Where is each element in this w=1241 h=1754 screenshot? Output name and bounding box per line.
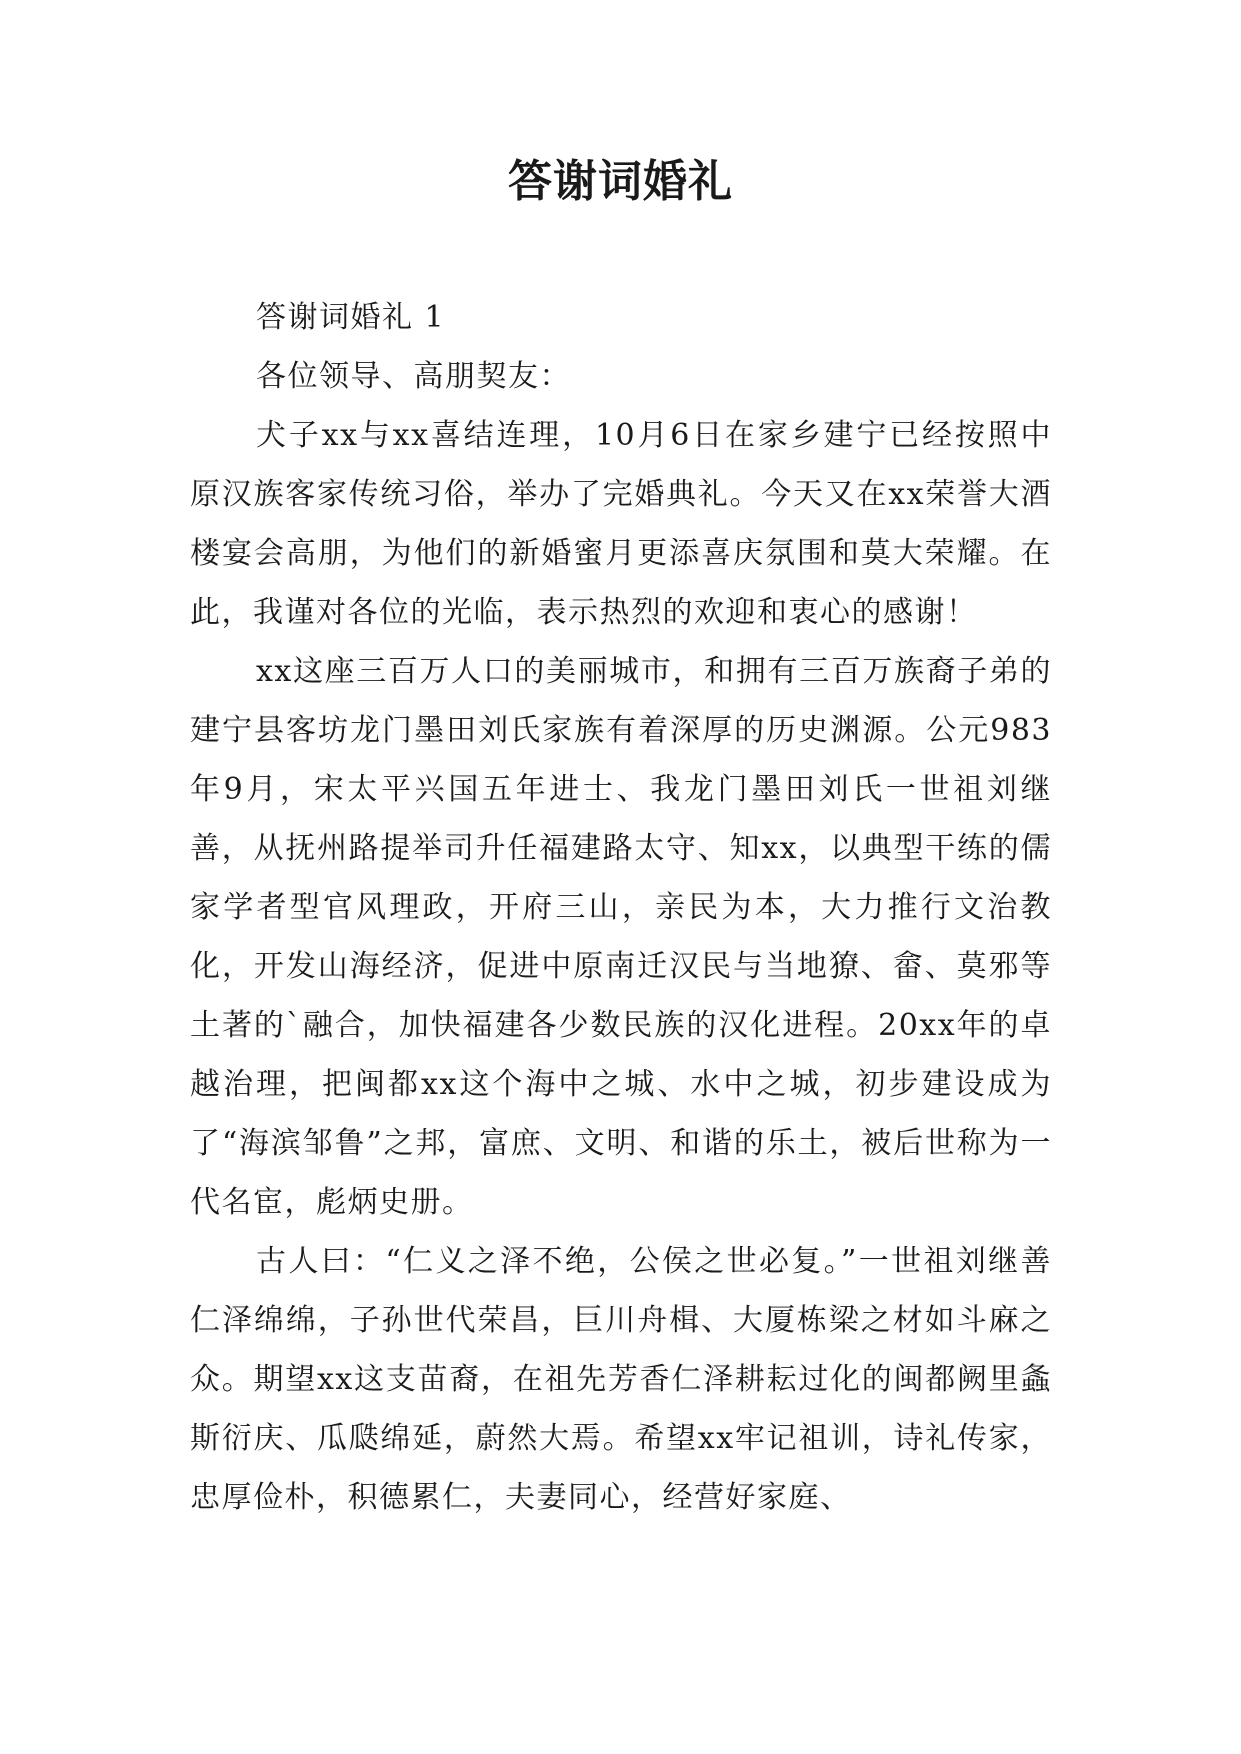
document-title: 答谢词婚礼 [508,156,733,207]
paragraph-salutation: 各位领导、高朋契友： [256,359,571,394]
document-body [190,288,1052,1527]
paragraph-subtitle: 答谢词婚礼 1 [256,300,446,335]
paragraph-body-3: 古人曰：“仁义之泽不绝，公侯之世必复。”一世祖刘继善仁泽绵绵，子孙世代荣昌，巨川舟楫、大厦栋梁之材如斗麻之众。期望xx这支苗裔，在祖先芳香仁泽耕耘过化的闽都阙里螽斯衍庆、瓜瓞绵延，蔚然大焉。希望xx牢记祖训，诗礼传家，忠厚俭朴，积德累仁，夫妻同心，经营好家庭、 [190,1244,1052,1515]
paragraph-body-1: 犬子xx与xx喜结连理，10月6日在家乡建宁已经按照中原汉族客家传统习俗，举办了完婚典礼。今天又在xx荣誉大酒楼宴会高朋，为他们的新婚蜜月更添喜庆氛围和莫大荣耀。在此，我谨对各位的光临，表示热烈的欢迎和衷心的感谢！ [190,418,1052,630]
paragraph-body-2: xx这座三百万人口的美丽城市，和拥有三百万族裔子弟的建宁县客坊龙门墨田刘氏家族有着深厚的历史渊源。公元983年9月，宋太平兴国五年进士、我龙门墨田刘氏一世祖刘继善，从抚州路提举司升任福建路太守、知xx，以典型干练的儒家学者型官风理政，开府三山，亲民为本，大力推行文治教化，开发山海经济，促进中原南迁汉民与当地獠、畲、莫邪等土著的`融合，加快福建各少数民族的汉化进程。20xx年的卓越治理，把闽都xx这个海中之城、水中之城，初步建设成为了“海滨邹鲁”之邦，富庶、文明、和谐的乐土，被后世称为一代名宦，彪炳史册。 [190,654,1052,1220]
